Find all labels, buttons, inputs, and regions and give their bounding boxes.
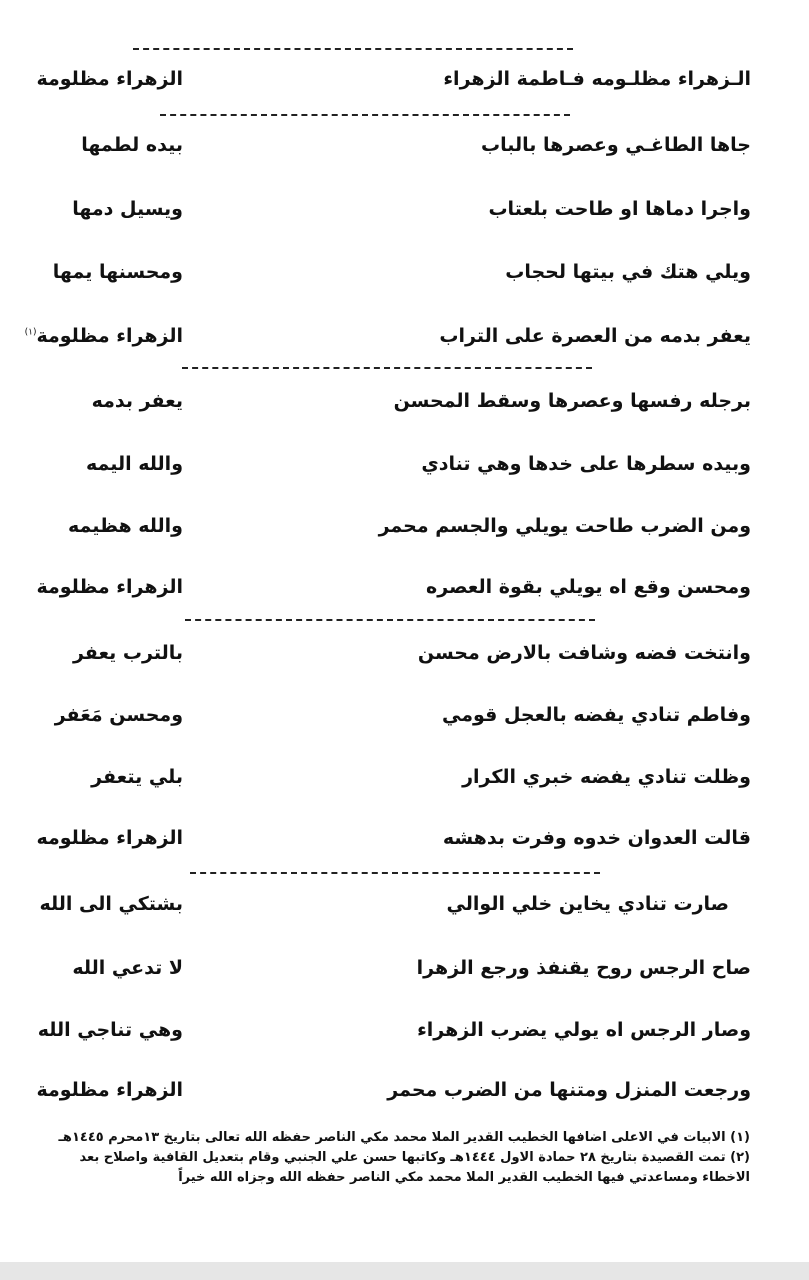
verse-row: [0, 390, 809, 430]
verse-first-half: الـزهراء مظلـومه فـاطمة الزهراء: [443, 68, 751, 90]
verse-second-half: وهي تناجي الله: [37, 1019, 183, 1041]
verse-row: [0, 1079, 809, 1119]
verse-row: [0, 957, 809, 997]
verse-row: [0, 1019, 809, 1059]
footnote: (١) الابيات في الاعلى اضافها الخطيب القدير الملا محمد مكي الناصر حفظه الله تعالى بتاريخ ١٣محرم ١٤٤٥هـ: [58, 1130, 750, 1145]
verse-second-half: الزهراء مظلومة: [36, 68, 183, 90]
verse-first-half: ومحسن وقع اه يويلي بقوة العصره: [426, 576, 751, 598]
verse-second-half: الزهراء مظلومة: [36, 576, 183, 598]
verse-row: [0, 576, 809, 616]
verse-second-half: الزهراء مظلومه: [36, 827, 183, 849]
verse-first-half: ومن الضرب طاحت يويلي والجسم محمر: [378, 515, 751, 537]
verse-row: [0, 827, 809, 867]
verse-first-half: برجله رفسها وعصرها وسقط المحسن: [393, 390, 751, 412]
verse-first-half: ورجعت المنزل ومتنها من الضرب محمر: [387, 1079, 751, 1101]
verse-row: [0, 198, 809, 238]
verse-second-half: بيده لطمها: [81, 134, 183, 156]
verse-second-half: الزهراء مظلومة: [36, 1079, 183, 1101]
verse-second-half: والله هظيمه: [67, 515, 183, 537]
verse-row: [0, 68, 809, 108]
verse-second-half-text: الزهراء مظلومة: [36, 325, 183, 347]
verse-first-half: جاها الطاغـي وعصرها بالباب: [481, 134, 751, 156]
verse-row: [0, 515, 809, 555]
dashed-separator: [185, 619, 595, 621]
verse-first-half: وانتخت فضه وشافت بالارض محسن: [417, 642, 751, 664]
verse-first-half: صاح الرجس روح يقنفذ ورجع الزهرا: [416, 957, 751, 979]
verse-first-half: وفاطم تنادي يفضه بالعجل قومي: [441, 704, 751, 726]
dashed-separator: [133, 48, 573, 50]
dashed-separator: [190, 872, 600, 874]
verse-first-half: وصار الرجس اه يولي يضرب الزهراء: [417, 1019, 751, 1041]
verse-second-half: ومحسن مَعَفر: [54, 704, 183, 726]
verse-second-half: بالترب يعفر: [72, 642, 183, 664]
verse-first-half: يعفر بدمه من العصرة على التراب: [439, 325, 751, 347]
verse-second-half: بلي يتعفر: [91, 766, 183, 788]
verse-row: [0, 893, 809, 933]
page-bottom-edge: [0, 1262, 809, 1280]
verse-first-half: واجرا دماها او طاحت بلعتاب: [488, 198, 751, 220]
footnote: (٢) تمت القصيدة بتاريخ ٢٨ حمادة الاول ١٤٤٤هـ وكاتبها حسن علي الجنبي وقام بتعديل القافية واصلاح بعد الاخطاء ومساعدتي فيها الخطيب القدير الملا محمد مكي الناصر حفظه الله وجزاه الله خيراً: [79, 1150, 750, 1185]
verse-row: [0, 261, 809, 301]
verse-second-half: والله اليمه: [85, 453, 183, 475]
verse-row: [0, 704, 809, 744]
verse-first-half: صارت تنادي يخاين خلي الوالي: [446, 893, 729, 915]
verse-row: [0, 134, 809, 174]
verse-first-half: ويلي هتك في بيتها لحجاب: [505, 261, 751, 283]
verse-second-half: [25, 325, 183, 347]
verse-row: [0, 453, 809, 493]
verse-first-half: وبيده سطرها على خدها وهي تنادي: [421, 453, 751, 475]
footnotes: [28, 1128, 750, 1188]
dashed-separator: [182, 367, 592, 369]
verse-row: [0, 766, 809, 806]
verse-first-half: قالت العدوان خدوه وفرت بدهشه: [442, 827, 751, 849]
verse-second-half: بشتكي الى الله: [39, 893, 183, 915]
footnote-marker: (١): [24, 327, 37, 338]
verse-first-half: وظلت تنادي يفضه خبري الكرار: [462, 766, 751, 788]
verse-second-half: يعفر بدمه: [91, 390, 183, 412]
verse-row: [0, 325, 809, 365]
dashed-separator: [160, 114, 570, 116]
verse-second-half: لا تدعي الله: [72, 957, 183, 979]
verse-row: [0, 642, 809, 682]
verse-second-half: ويسيل دمها: [72, 198, 183, 220]
verse-second-half: ومحسنها يمها: [52, 261, 183, 283]
